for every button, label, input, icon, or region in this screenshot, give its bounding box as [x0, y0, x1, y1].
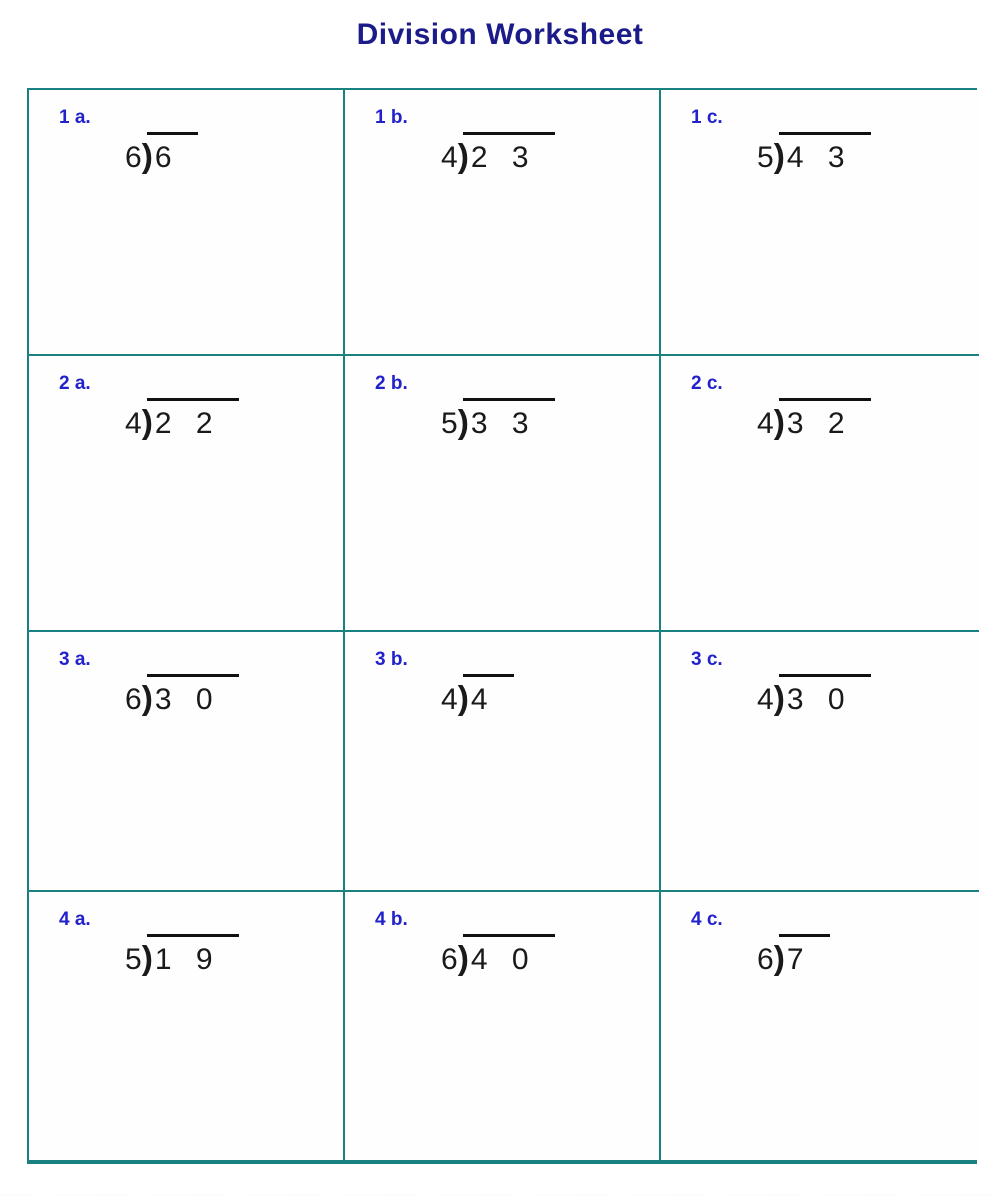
problem-cell: [345, 892, 661, 1160]
long-division-problem: [757, 398, 979, 441]
page-title: Division Worksheet: [356, 18, 644, 51]
long-division-problem: [125, 934, 343, 977]
problem-label: 4 b.: [375, 909, 408, 930]
divisor: 6: [125, 141, 142, 174]
problem-cell: [661, 90, 979, 356]
divisor: 4: [441, 141, 458, 174]
division-bracket-icon: ): [141, 680, 153, 717]
worksheet-grid: [27, 88, 977, 1164]
problem-label: 2 a.: [59, 373, 91, 394]
problem-label: 1 a.: [59, 107, 91, 128]
division-bracket-icon: ): [773, 940, 785, 977]
problem-cell: [29, 356, 345, 632]
divisor: 6: [441, 943, 458, 976]
problem-cell: [29, 892, 345, 1160]
long-division-problem: [441, 934, 659, 977]
long-division-problem: [441, 674, 659, 717]
divisor: 5: [757, 141, 774, 174]
dividend: 3 2: [779, 398, 871, 441]
dividend: 3 0: [147, 674, 239, 717]
long-division-problem: [757, 674, 979, 717]
dividend: 1 9: [147, 934, 239, 977]
problem-label: 2 c.: [691, 373, 723, 394]
division-bracket-icon: ): [773, 404, 785, 441]
problem-label: 2 b.: [375, 373, 408, 394]
problem-cell: [345, 356, 661, 632]
division-bracket-icon: ): [457, 138, 469, 175]
problem-cell: [661, 892, 979, 1160]
problem-cell: [29, 632, 345, 892]
dividend: 2 2: [147, 398, 239, 441]
problem-cell: [661, 632, 979, 892]
problem-label: 3 a.: [59, 649, 91, 670]
long-division-problem: [757, 934, 979, 977]
problem-label: 4 c.: [691, 909, 723, 930]
division-bracket-icon: ): [773, 138, 785, 175]
problem-label: 3 b.: [375, 649, 408, 670]
division-bracket-icon: ): [141, 138, 153, 175]
problem-cell: [29, 90, 345, 356]
long-division-problem: [757, 132, 979, 175]
dividend: 6: [147, 132, 198, 175]
divisor: 5: [125, 943, 142, 976]
long-division-problem: [125, 674, 343, 717]
division-bracket-icon: ): [141, 404, 153, 441]
dividend: 3 0: [779, 674, 871, 717]
problem-label: 4 a.: [59, 909, 91, 930]
problem-cell: [661, 356, 979, 632]
division-bracket-icon: ): [457, 940, 469, 977]
divisor: 6: [757, 943, 774, 976]
divisor: 6: [125, 683, 142, 716]
long-division-problem: [441, 132, 659, 175]
dividend: 4 0: [463, 934, 555, 977]
divisor: 4: [441, 683, 458, 716]
divisor: 4: [757, 683, 774, 716]
dividend: 3 3: [463, 398, 555, 441]
problem-cell: [345, 632, 661, 892]
division-bracket-icon: ): [457, 680, 469, 717]
dividend: 2 3: [463, 132, 555, 175]
division-bracket-icon: ): [457, 404, 469, 441]
problem-label: 3 c.: [691, 649, 723, 670]
division-bracket-icon: ): [141, 940, 153, 977]
long-division-problem: [441, 398, 659, 441]
division-bracket-icon: ): [773, 680, 785, 717]
divisor: 5: [441, 407, 458, 440]
problem-cell: [345, 90, 661, 356]
dividend: 7: [779, 934, 830, 977]
divisor: 4: [125, 407, 142, 440]
problem-label: 1 b.: [375, 107, 408, 128]
dividend: 4: [463, 674, 514, 717]
divisor: 4: [757, 407, 774, 440]
long-division-problem: [125, 132, 343, 175]
long-division-problem: [125, 398, 343, 441]
dividend: 4 3: [779, 132, 871, 175]
problem-label: 1 c.: [691, 107, 723, 128]
